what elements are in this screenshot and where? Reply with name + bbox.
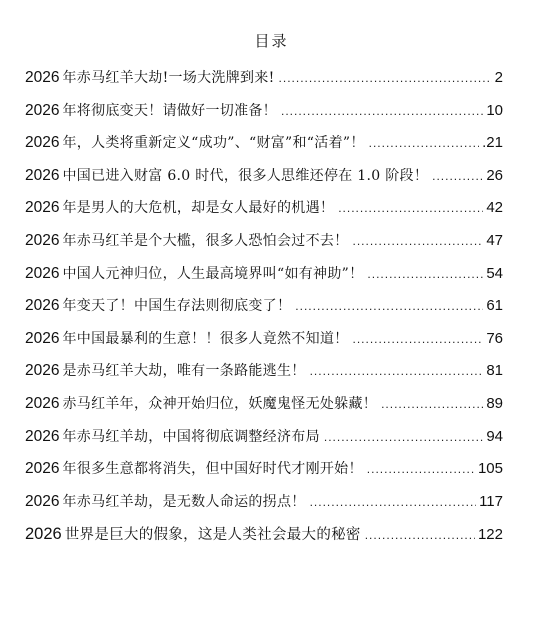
toc-entry-page-number: 81	[486, 362, 503, 380]
toc-entry-title: 中国已进入财富 6.0 时代，很多人思维还停在 1.0 阶段！	[62, 167, 429, 184]
toc-entry-dot-leader	[381, 388, 483, 421]
toc-entry-page-number: 10	[486, 101, 503, 119]
toc-entry-year: 2026	[25, 101, 60, 119]
toc-entry[interactable]	[25, 355, 503, 388]
toc-entry-title: 年变天了！中国生存法则彻底变了！	[62, 298, 292, 315]
toc-entry-year: 2026	[25, 297, 60, 315]
toc-entry[interactable]	[25, 290, 503, 323]
toc-entry-dot-leader	[352, 225, 483, 258]
toc-entry[interactable]	[25, 62, 503, 95]
toc-entry-dot-leader	[324, 421, 483, 454]
toc-entry-title: 年赤马红羊大劫!一场大洗牌到来!	[62, 70, 275, 86]
toc-entry[interactable]	[25, 160, 503, 193]
toc-entry-title: 年是男人的大危机，却是女人最好的机遇！	[62, 200, 335, 217]
toc-entry-dot-leader	[365, 519, 475, 552]
toc-entry[interactable]	[25, 192, 503, 225]
toc-entry-page-number: 122	[477, 526, 503, 544]
toc-entry[interactable]	[25, 95, 503, 128]
toc-entry-year: 2026	[25, 362, 60, 380]
toc-entry-page-number: 105	[477, 460, 503, 478]
toc-entry-title: 是赤马红羊大劫，唯有一条路能逃生！	[62, 363, 306, 380]
toc-entry-dot-leader	[352, 323, 483, 356]
toc-entry-page-number: 89	[486, 394, 503, 412]
toc-entry-year: 2026	[25, 264, 60, 282]
toc-entry[interactable]	[25, 421, 503, 454]
toc-entry[interactable]	[25, 225, 503, 258]
toc-entry-dot-leader	[367, 258, 483, 291]
toc-entry-page-number: 61	[486, 297, 503, 315]
toc-entry-title: 年中国最暴利的生意！！很多人竟然不知道！	[62, 330, 349, 347]
toc-entry-page-number: 117	[479, 492, 503, 510]
toc-entry-page-number: 47	[486, 231, 503, 249]
toc-entry-year: 2026	[25, 394, 60, 412]
toc-entry-page-number: 26	[486, 166, 503, 184]
toc-entry-title: 年赤马红羊是个大槛，很多人恐怕会过不去！	[62, 232, 349, 249]
toc-entry-year: 2026	[25, 199, 60, 217]
toc-entry-dot-leader	[367, 453, 475, 486]
toc-title: 目录	[254, 32, 289, 50]
toc-entry-title: 年赤马红羊劫，中国将彻底调整经济布局	[62, 428, 320, 445]
toc-entry[interactable]	[25, 388, 503, 421]
toc-entry[interactable]	[25, 486, 503, 519]
toc-entry[interactable]	[25, 323, 503, 356]
toc-entry-year: 2026	[25, 525, 62, 544]
toc-entry-page-number: 76	[486, 329, 503, 347]
toc-entry-dot-leader	[432, 160, 483, 193]
toc-entry-title: 年很多生意都将消失，但中国好时代才刚开始！	[62, 461, 363, 478]
toc-entry-dot-leader	[310, 355, 484, 388]
toc-entry-title: 年将彻底变天！请做好一切准备！	[62, 102, 277, 119]
toc-entry-title: 世界是巨大的假象，这是人类社会最大的秘密	[64, 527, 361, 544]
toc-entry-title: 中国人元神归位，人生最高境界叫“如有神助”！	[62, 265, 364, 282]
toc-entry-page-number: 2	[494, 69, 503, 86]
toc-entry-page-number: 42	[486, 199, 503, 217]
toc-entry-dot-leader	[338, 192, 483, 225]
toc-entry[interactable]	[25, 453, 503, 486]
toc-entry-page-number: 54	[486, 264, 503, 282]
toc-entry[interactable]	[25, 127, 503, 160]
toc-entry-page-number: 94	[486, 427, 503, 445]
toc-entry-year: 2026	[25, 134, 60, 152]
toc-entry-year: 2026	[25, 329, 60, 347]
toc-entry-title: 赤马红羊年，众神开始归位，妖魔鬼怪无处躲藏！	[62, 395, 378, 412]
toc-entry-dot-leader	[310, 486, 476, 519]
toc-entry-page-number: .21	[482, 134, 503, 152]
toc-entry-year: 2026	[25, 427, 60, 445]
toc-entry[interactable]	[25, 258, 503, 291]
toc-entry-dot-leader	[279, 62, 492, 95]
toc-entry-year: 2026	[25, 69, 60, 86]
toc-entry-year: 2026	[25, 492, 60, 510]
toc-entry[interactable]	[25, 518, 503, 551]
toc-entry-title: 年赤马红羊劫，是无数人命运的拐点！	[62, 493, 306, 510]
toc-entry-dot-leader	[369, 127, 480, 160]
toc-entry-year: 2026	[25, 166, 60, 184]
toc-entry-dot-leader	[281, 95, 483, 128]
toc-entry-title: 年，人类将重新定义“成功”、“财富”和“活着”！	[62, 135, 365, 152]
toc-list	[25, 62, 503, 551]
toc-entry-year: 2026	[25, 231, 60, 249]
toc-entry-dot-leader	[295, 290, 483, 323]
toc-entry-year: 2026	[25, 460, 60, 478]
